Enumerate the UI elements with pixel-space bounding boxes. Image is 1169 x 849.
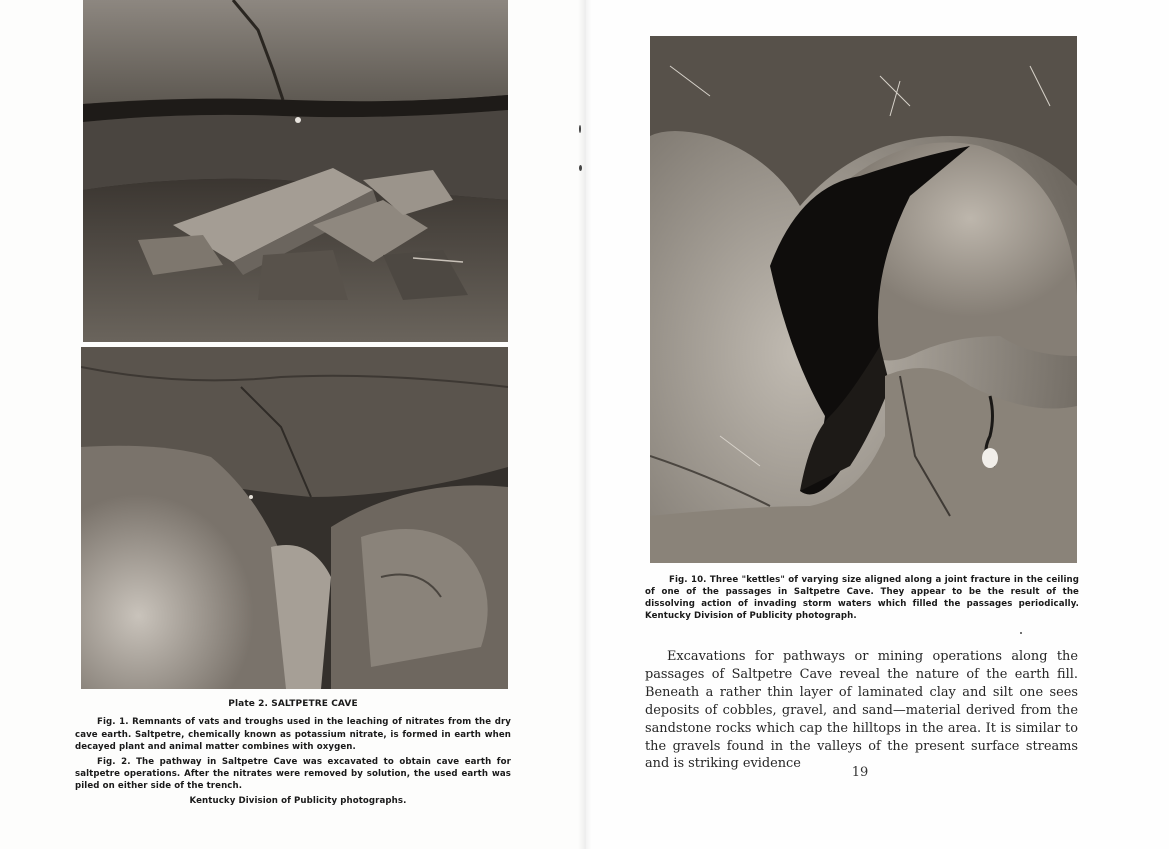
- body-paragraph: Excavations for pathways or mining operations along the passages of Saltpetre Cave reveal the nature of the earth fill. Beneath a rather thin layer of laminated clay and silt one sees deposits of cobbles, gravel, and sand—material derived from the sandstone rocks which cap the hilltops in the area. It is similar to the gravels found in the valleys of the present surface streams and is striking evidence: [645, 649, 1078, 772]
- photo-fig2-excavated-pathway: [81, 347, 508, 689]
- fig1-caption: Fig. 1. Remnants of vats and troughs used in the leaching of nitrates from the dry cave earth. Saltpetre, chemically known as potassium nitrate, is formed in earth when decayed plant and animal matter combines with oxygen.: [75, 717, 511, 753]
- photo-fig1-vats-and-troughs: [83, 0, 508, 342]
- photo-fig10-kettles-in-ceiling: [650, 36, 1077, 563]
- print-speck: [1020, 632, 1022, 634]
- plate-caption: [75, 698, 511, 807]
- fig2-caption: Fig. 2. The pathway in Saltpetre Cave was excavated to obtain cave earth for saltpetre operations. After the nitrates were removed by solution, the used earth was piled on either side of the trench.: [75, 756, 511, 792]
- book-gutter-shadow: [578, 0, 592, 849]
- plate-title: Plate 2. SALTPETRE CAVE: [228, 699, 358, 709]
- fig10-caption: Fig. 10. Three "kettles" of varying size aligned along a joint fracture in the ceiling of one of the passages in Saltpetre Cave. They appear to be the result of the dissolving action of invading storm waters which filled the passages periodically. Kentucky Division of Publicity photograph.: [645, 575, 1079, 621]
- photo-credit: Kentucky Division of Publicity photographs.: [189, 795, 407, 806]
- page-number: 19: [851, 765, 869, 780]
- left-page: [0, 0, 584, 849]
